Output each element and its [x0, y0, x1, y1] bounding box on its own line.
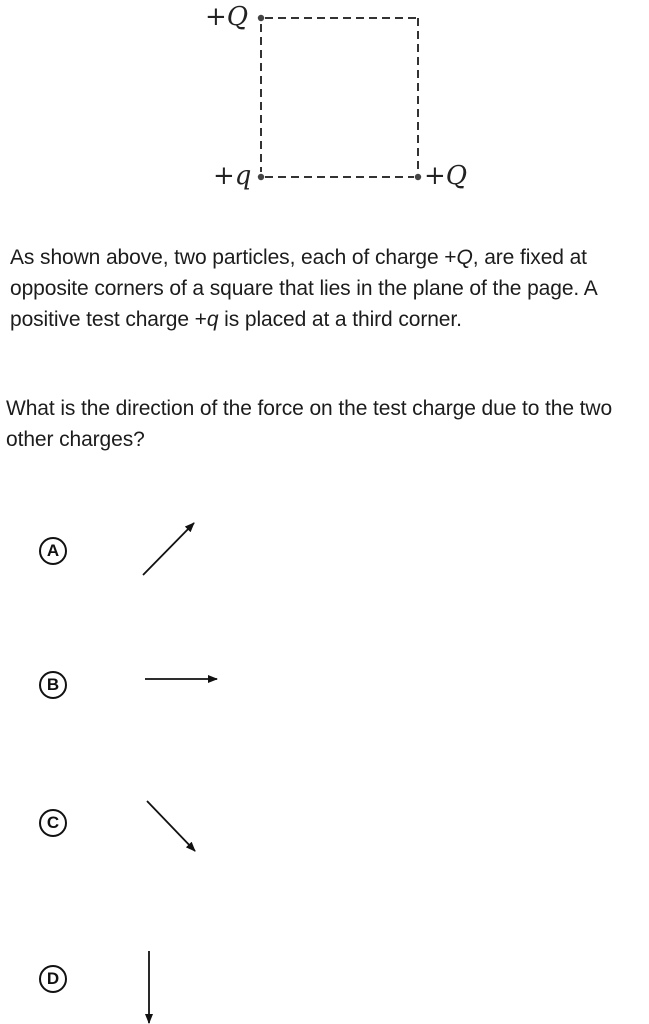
- label-top-left-charge: +Q: [205, 2, 249, 32]
- choice-c-button[interactable]: C: [39, 809, 67, 837]
- choice-b-button[interactable]: B: [39, 671, 67, 699]
- label-bottom-right-charge: +Q: [424, 161, 468, 191]
- question-stem: As shown above, two particles, each of charge +Q, are fixed at opposite corners of a square that lies in the plane of the page. A positive test charge +q is placed at a third corner.: [10, 246, 597, 331]
- charge-dot-bottom-right: [415, 174, 421, 180]
- down-right-arrow-icon: [147, 801, 195, 851]
- square-dashed-outline: [0, 0, 649, 210]
- charge-square-diagram: [0, 0, 649, 210]
- question-prompt: What is the direction of the force on the test charge due to the two other charges?: [6, 397, 613, 451]
- choice-arrows: [0, 480, 649, 1024]
- label-test-charge: +q: [213, 161, 252, 191]
- up-right-arrow-icon: [143, 523, 194, 575]
- charge-dot-top-left: [258, 15, 264, 21]
- choice-a-button[interactable]: A: [39, 537, 67, 565]
- charge-dot-bottom-left: [258, 174, 264, 180]
- choice-d-button[interactable]: D: [39, 965, 67, 993]
